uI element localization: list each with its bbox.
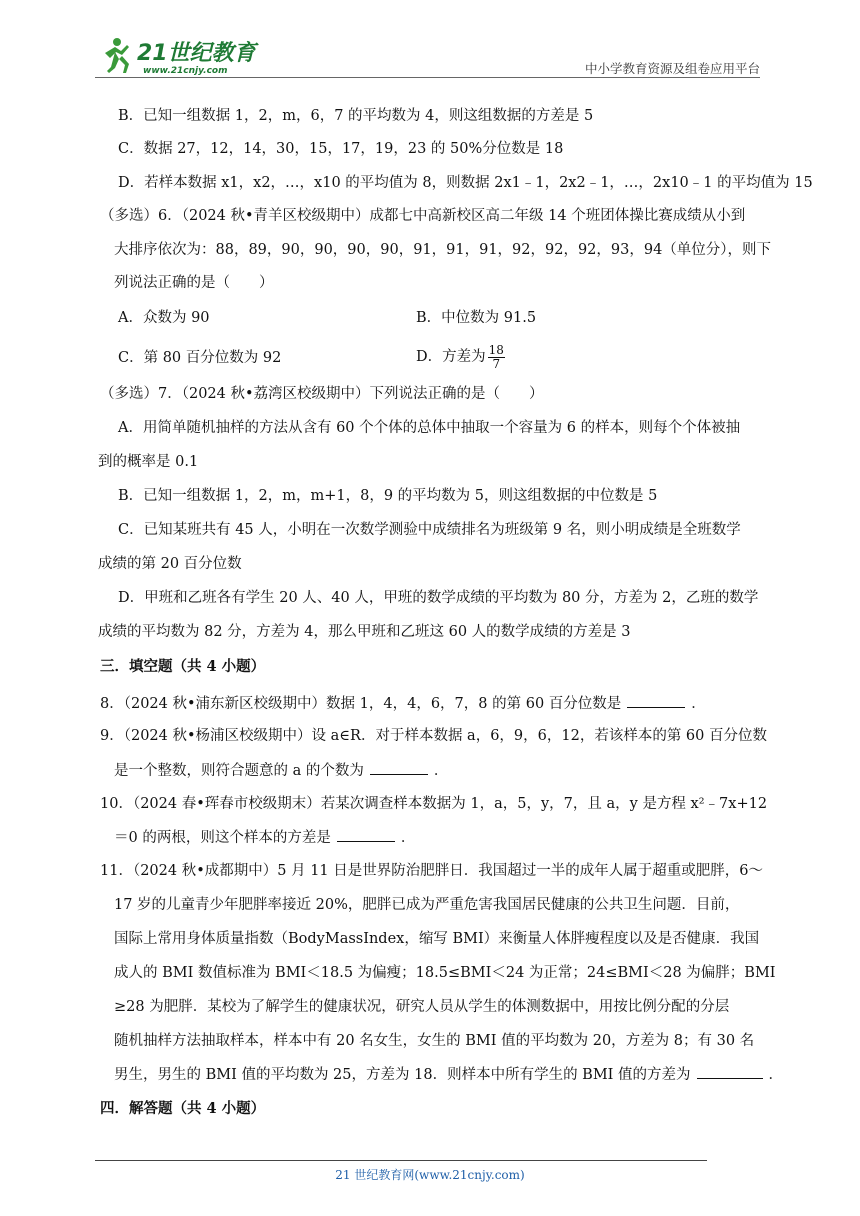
fraction-numerator: 18	[488, 342, 504, 357]
section-heading: 四．解答题（共 4 小题）	[100, 1100, 266, 1117]
question-9-cont	[114, 760, 448, 781]
logo-text: 21世纪教育	[137, 41, 256, 66]
text-line: 成绩的平均数为 82 分，方差为 4，那么甲班和乙班这 60 人的数学成绩的方差是 3	[98, 624, 631, 640]
text-line: 列说法正确的是（ ）	[114, 275, 274, 291]
text-line: B．已知一组数据 1，2，m，6，7 的平均数为 4，则这组数据的方差是 5	[118, 108, 594, 124]
text-line: 17 岁的儿童青少年肥胖率接近 20%，肥胖已成为严重危害我国居民健康的公共卫生问题．目前，	[114, 897, 740, 913]
text-line: 到的概率是 0.1	[98, 454, 199, 470]
site-logo	[95, 33, 260, 77]
text-line: A．用简单随机抽样的方法从含有 60 个个体的总体中抽取一个容量为 6 的样本，则每个个体被抽	[118, 420, 741, 436]
question-10: 10．（2024 春•珲春市校级期末）若某次调查样本数据为 1，a，5，y，7，且 a，y 是方程 x²﹣7x+12	[100, 796, 768, 812]
text-line: 大排序依次为：88，89，90，90，90，90，91，91，91，92，92，92，93，94（单位分），则下	[114, 242, 772, 258]
option-a: A．众数为 90	[118, 310, 210, 326]
page-header	[95, 33, 760, 79]
answer-blank	[370, 760, 428, 775]
text-line: 随机抽样方法抽取样本，样本中有 20 名女生，女生的 BMI 值的平均数为 20，方差为 8；有 30 名	[114, 1033, 755, 1049]
text-line: ≥28 为肥胖．某校为了解学生的健康状况，研究人员从学生的体测数据中，用按比例分配的分层	[114, 999, 730, 1015]
option-d-label: D．方差为	[416, 349, 486, 365]
question-11-end	[114, 1064, 783, 1085]
question-6-title: （多选）6．（2024 秋•青羊区校级期中）成都七中高新校区高二年级 14 个班团体操比赛成绩从小到	[100, 208, 746, 224]
text-line: 国际上常用身体质量指数（BodyMassIndex，缩写 BMI）来衡量人体胖瘦程度以及是否健康．我国	[114, 931, 760, 947]
question-8	[100, 693, 706, 714]
option-b: B．中位数为 91.5	[416, 310, 537, 326]
question-11-text: 男生，男生的 BMI 值的平均数为 25，方差为 18．则样本中所有学生的 BMI 值的方差为	[114, 1067, 691, 1083]
platform-name: 中小学教育资源及组卷应用平台	[584, 61, 760, 76]
logo-url: www.21cnjy.com	[143, 66, 228, 76]
text-line: B．已知一组数据 1，2，m，m+1，8，9 的平均数为 5，则这组数据的中位数是 5	[118, 488, 658, 504]
question-9: 9．（2024 秋•杨浦区校级期中）设 a∈R．对于样本数据 a，6，9，6，12，若该样本的第 60 百分位数	[100, 728, 767, 744]
text-line: D．若样本数据 x1，x2，…，x10 的平均值为 8，则数据 2x1﹣1，2x2﹣1，…，2x10﹣1 的平均值为 15	[118, 175, 813, 191]
fraction	[488, 344, 505, 371]
answer-blank	[697, 1064, 763, 1079]
question-10-text: ＝0 的两根，则这个样本的方差是	[114, 830, 331, 846]
text-line: D．甲班和乙班各有学生 20 人、40 人，甲班的数学成绩的平均数为 80 分，方差为 2，乙班的数学	[118, 590, 759, 606]
option-d	[416, 340, 505, 374]
period: ．	[768, 1067, 784, 1083]
footer-divider	[95, 1160, 707, 1161]
period: ．	[400, 830, 416, 846]
question-9-text: 是一个整数，则符合题意的 a 的个数为	[114, 763, 364, 779]
question-8-text: 8．（2024 秋•浦东新区校级期中）数据 1，4，4，6，7，8 的第 60 百分位数是	[100, 696, 622, 712]
text-line: 成绩的第 20 百分位数	[98, 556, 242, 572]
text-line: C．已知某班共有 45 人，小明在一次数学测验中成绩排名为班级第 9 名，则小明成绩是全班数学	[118, 522, 741, 538]
option-c: C．第 80 百分位数为 92	[118, 350, 282, 366]
text-line: C．数据 27，12，14，30，15，17，19，23 的 50%分位数是 18	[118, 141, 564, 157]
question-7-title: （多选）7．（2024 秋•荔湾区校级期中）下列说法正确的是（ ）	[100, 386, 544, 402]
section-heading: 三．填空题（共 4 小题）	[100, 658, 266, 675]
period: ．	[433, 763, 449, 779]
answer-blank	[337, 827, 395, 842]
fraction-denominator: 7	[492, 356, 501, 371]
question-11: 11．（2024 秋•成都期中）5 月 11 日是世界防治肥胖日．我国超过一半的成年人属于超重或肥胖，6～	[100, 863, 763, 879]
answer-blank	[627, 693, 685, 708]
period: ．	[691, 696, 706, 712]
page-footer[interactable]: 21 世纪教育网(www.21cnjy.com)	[335, 1168, 525, 1182]
header-divider	[95, 77, 760, 78]
text-line: 成人的 BMI 数值标准为 BMI＜18.5 为偏瘦；18.5≤BMI＜24 为正常；24≤BMI＜28 为偏胖；BMI	[114, 965, 776, 981]
question-10-cont	[114, 827, 415, 848]
